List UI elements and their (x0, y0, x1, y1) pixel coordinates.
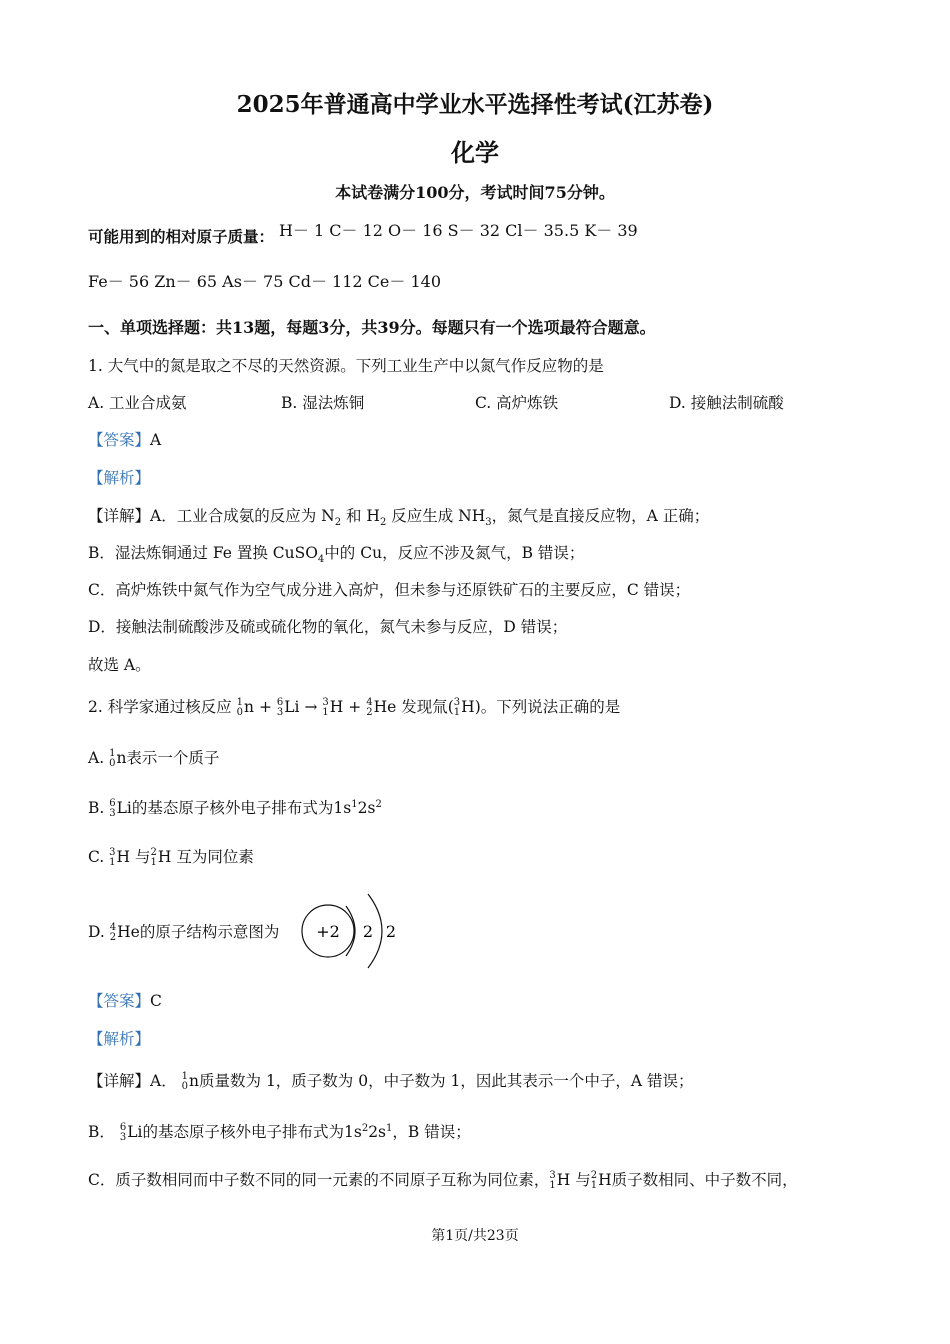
atomic-mass-values-2: Fe－ 56 Zn－ 65 As－ 75 Cd－ 112 Ce－ 140 (88, 272, 442, 291)
superscript: 1 (386, 1122, 393, 1134)
subscript: 2 (379, 517, 387, 529)
superscript: 2 (361, 1122, 369, 1134)
q1-conclusion: 故选 A。 (88, 656, 151, 674)
nuclide-symbol-h: H (556, 1171, 571, 1189)
q1-detail-a-text-1: A．工业合成氨的反应为 N (150, 507, 335, 525)
nuclide-symbol-n: n (116, 749, 127, 767)
atomic-number: 1 (109, 857, 116, 868)
mass-number: 2 (150, 847, 157, 858)
nuclide-symbol-li: Li (284, 698, 300, 716)
q1-detail-b-text-1: B．湿法炼铜通过 Fe 置换 CuSO (88, 544, 318, 562)
nuclide-h2-indices (591, 1171, 597, 1191)
q1-analysis-tag: 【解析】 (88, 469, 151, 487)
electron-config: 1s (343, 1123, 362, 1141)
q2-option-d (88, 921, 279, 943)
nuclide-n-indices (182, 1072, 188, 1092)
q2-detail-c (88, 1169, 798, 1191)
detail-tag: 【详解】 (88, 507, 151, 525)
nuclide-li-indices (109, 799, 115, 819)
shell-1-electrons: 2 (362, 922, 374, 941)
q2-detail-a-text-2: 质量数为 1，质子数为 0，中子数为 1，因此其表示一个中子，A 错误； (199, 1072, 694, 1090)
nuclide-symbol-he: He (373, 698, 397, 716)
exam-title: 2025年普通高中学业水平选择性考试(江苏卷) (236, 91, 714, 118)
nuclide-li-indices (277, 698, 283, 718)
subscript: 3 (485, 517, 492, 529)
mass-number: 1 (236, 697, 244, 708)
q2-detail-b-text-3: ，B 错误； (392, 1123, 471, 1141)
atomic-number: 0 (109, 758, 116, 769)
q1-detail-a-text-2: 和 H (341, 507, 380, 525)
mass-number: 1 (109, 748, 116, 759)
superscript: 2 (375, 798, 382, 810)
q2-answer-value: C (150, 992, 162, 1010)
q1-option-b: B. 湿法炼铜 (281, 394, 365, 412)
option-letter: C. (88, 848, 105, 866)
nuclide-tritium-indices (454, 698, 460, 718)
q2-stem: 2. 科学家通过核反应 1 0 n + 6 3 Li → 3 1 H + 4 2 He 发现氚( 3 1 H)。下列说法正确的是 (88, 697, 621, 718)
q2-stem-text-3: 。下列说法正确的是 (480, 698, 621, 716)
q2-option-c (88, 846, 254, 868)
q1-detail-a (88, 505, 709, 527)
q2-detail-a-text-1: A． (150, 1072, 177, 1090)
nuclide-symbol-h: H (461, 698, 475, 716)
nuclide-symbol-h: H (329, 698, 344, 716)
mass-number: 3 (322, 697, 329, 708)
atomic-number: 1 (453, 707, 461, 718)
mass-number: 6 (276, 697, 284, 708)
mass-number: 3 (549, 1170, 556, 1181)
q2-stem-text-2: 发现氚 (401, 698, 448, 716)
electron-config: 2s (357, 799, 376, 817)
nuclide-symbol-n: n (244, 698, 255, 716)
nuclide-symbol-he: He (117, 923, 140, 941)
atomic-number: 3 (276, 707, 284, 718)
q2-detail-b (88, 1121, 471, 1143)
q1-answer-value: A (150, 431, 162, 449)
q2-analysis-tag: 【解析】 (88, 1030, 151, 1048)
atomic-number: 3 (119, 1132, 127, 1143)
detail-tag: 【详解】 (88, 1072, 151, 1090)
q1-detail-a-text-4: ，氮气是直接反应物，A 正确； (491, 507, 710, 525)
mass-number: 3 (109, 847, 116, 858)
q2-detail-c-text-1: C．质子数相同而中子数不同的同一元素的不同原子互称为同位素， (88, 1171, 550, 1189)
section-heading: 一、单项选择题：共13题，每题3分，共39分。每题只有一个选项最符合题意。 (88, 318, 656, 337)
subject-title: 化学 (451, 138, 499, 167)
atomic-number: 0 (181, 1081, 189, 1092)
atomic-number: 2 (109, 932, 117, 943)
nuclide-n-indices (237, 698, 243, 718)
nuclide-symbol-n: n (189, 1072, 200, 1090)
shell-2-electrons: 2 (385, 922, 397, 941)
q2-option-a (88, 747, 219, 769)
atomic-number: 1 (549, 1180, 556, 1191)
nuclide-n-indices (109, 749, 115, 769)
nuclide-symbol-li: Li (116, 799, 132, 817)
nuclide-he-indices (110, 923, 116, 943)
q1-options (88, 392, 888, 414)
q1-stem: 1. 大气中的氮是取之不尽的天然资源。下列工业生产中以氮气作反应物的是 (88, 357, 604, 375)
atomic-mass-line-1 (88, 221, 638, 248)
mass-number: 3 (453, 697, 461, 708)
q1-detail-b-text-2: 中的 Cu，反应不涉及氮气，B 错误； (324, 544, 585, 562)
q1-detail-c: C．高炉炼铁中氮气作为空气成分进入高炉，但未参与还原铁矿石的主要反应，C 错误； (88, 581, 691, 599)
q2-answer (88, 990, 162, 1012)
atomic-mass-label: 可能用到的相对原子质量： (88, 227, 275, 246)
nuclide-h2-indices (151, 848, 157, 868)
q2-stem-text-1: 2. 科学家通过核反应 (88, 698, 232, 716)
exam-info: 本试卷满分100分，考试时间75分钟。 (335, 183, 615, 202)
subscript: 2 (334, 517, 342, 529)
nuclide-he-indices (366, 698, 372, 718)
electron-config: 1s (333, 799, 352, 817)
atomic-number: 1 (590, 1180, 598, 1191)
page-footer: 第1页/共23页 (431, 1228, 519, 1244)
q2-detail-a (88, 1070, 694, 1092)
q2-option-a-text: 表示一个质子 (126, 749, 220, 767)
mass-number: 4 (109, 922, 117, 933)
q1-detail-b (88, 542, 584, 564)
atomic-number: 2 (366, 707, 373, 718)
q2-detail-c-text-3: 质子数相同、中子数不同， (611, 1171, 798, 1189)
nucleus-charge: +2 (316, 922, 340, 941)
nuclide-h-indices (322, 698, 328, 718)
atomic-number: 1 (322, 707, 329, 718)
electron-config: 2s (368, 1123, 387, 1141)
q2-detail-b-text-2: 的基态原子核外电子排布式为 (142, 1123, 344, 1141)
q1-detail-d: D．接触法制硫酸涉及硫或硫化物的氧化，氮气未参与反应，D 错误； (88, 618, 568, 636)
q1-detail-a-text-3: 反应生成 NH (386, 507, 486, 525)
plus-sign: + (258, 698, 272, 716)
nuclide-symbol-h: H (157, 848, 172, 866)
mass-number: 1 (181, 1071, 189, 1082)
atomic-number: 0 (236, 707, 244, 718)
q1-option-d: D. 接触法制硫酸 (669, 394, 784, 412)
answer-tag: 【答案】 (88, 431, 151, 449)
q1-answer (88, 429, 161, 451)
q2-option-d-text: 的原子结构示意图为 (139, 923, 280, 941)
q2-option-c-mid: 与 (135, 848, 151, 866)
q1-option-a: A. 工业合成氨 (88, 394, 187, 412)
mass-number: 2 (590, 1170, 598, 1181)
answer-tag: 【答案】 (88, 992, 151, 1010)
mass-number: 6 (119, 1122, 127, 1133)
atomic-number: 3 (109, 808, 116, 819)
nuclide-symbol-li: Li (127, 1123, 143, 1141)
q1-option-c: C. 高炉炼铁 (475, 394, 559, 412)
q2-detail-b-text-1: B． (88, 1123, 115, 1141)
nuclide-h3-indices (109, 848, 115, 868)
mass-number: 4 (366, 697, 373, 708)
mass-number: 6 (109, 798, 116, 809)
option-letter: D. (88, 923, 105, 941)
q2-option-b-text: 的基态原子核外电子排布式为 (131, 799, 334, 817)
nuclide-symbol-h: H (598, 1171, 612, 1189)
plus-sign: + (348, 698, 362, 716)
nuclide-li-indices (120, 1123, 126, 1143)
atomic-mass-values-1: H－ 1 C－ 12 O－ 16 S－ 32 Cl－ 35.5 K－ 39 (278, 221, 638, 240)
option-letter: B. (88, 799, 105, 817)
q2-option-b (88, 797, 382, 819)
nuclide-symbol-h: H (116, 848, 131, 866)
subscript: 4 (317, 554, 325, 566)
q2-option-c-end: 互为同位素 (176, 848, 254, 866)
atomic-number: 1 (150, 857, 157, 868)
nuclide-h3-indices (549, 1171, 555, 1191)
q2-detail-c-text-2: 与 (575, 1171, 591, 1189)
option-letter: A. (88, 749, 105, 767)
reaction-arrow: → (304, 698, 318, 716)
atom-structure-diagram (298, 888, 408, 974)
superscript: 1 (351, 798, 358, 810)
